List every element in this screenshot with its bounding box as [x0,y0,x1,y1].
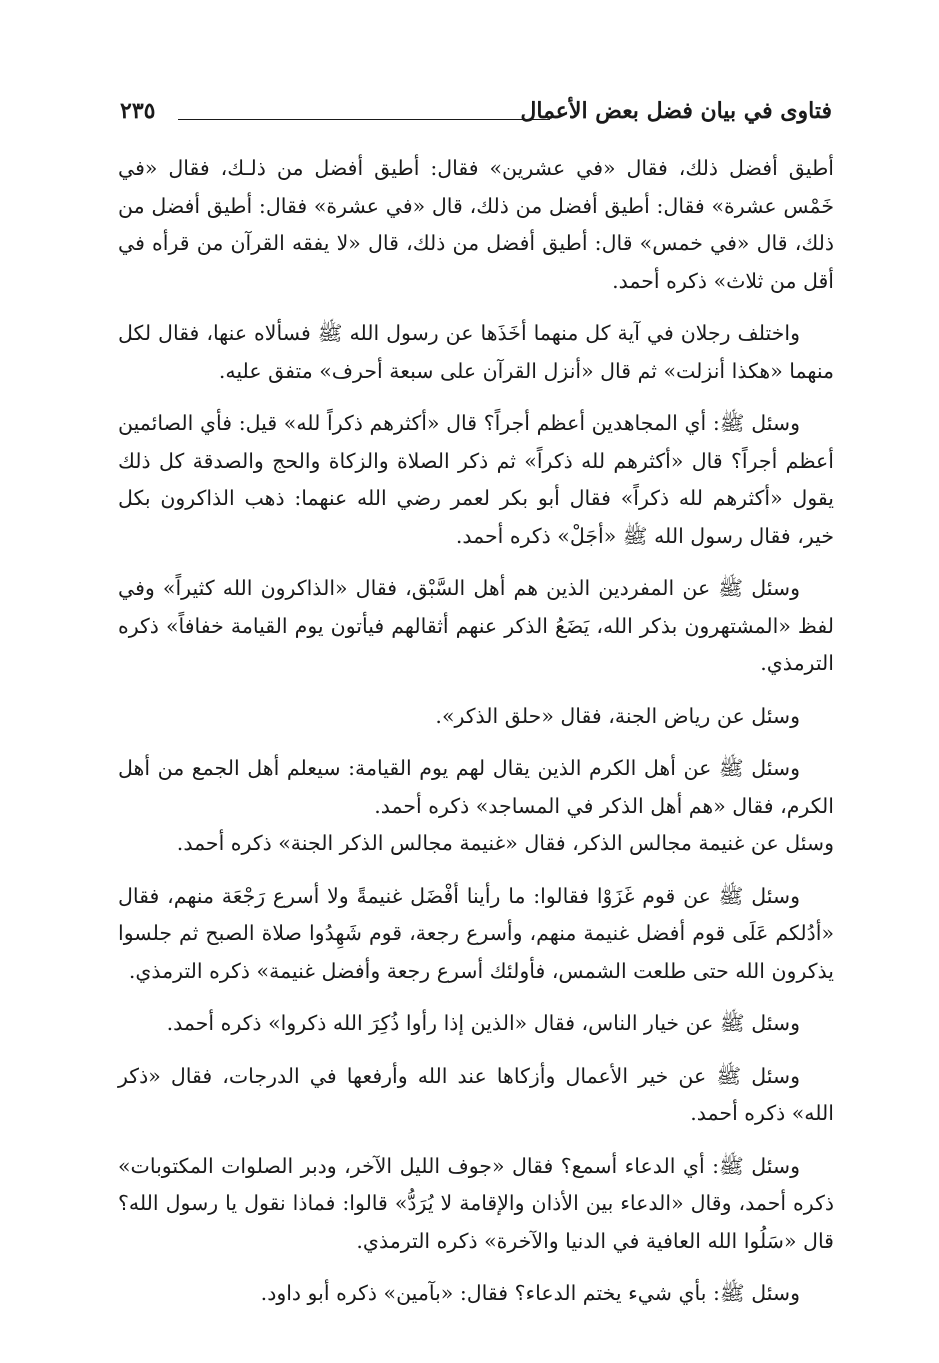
page-header [120,92,832,132]
paragraph-most-heard-supplication: وسئل ﷺ: أي الدعاء أسمع؟ فقال «جوف الليل الآخر، ودبر الصلوات المكتوبات» ذكره أحمد، وقال «الدعاء بين الأذان والإقامة لا يُرَدُّ» قالوا: فماذا نقول يا رسول الله؟ قال «سَلُوا الله العافية في الدنيا والآخرة» ذكره الترمذي. [118,1153,834,1253]
paragraph-two-men-verse: واختلف رجلان في آية كل منهما أخَذَها عن رسول الله ﷺ فسألاه عنها، فقال لكل منهما «هكذا أنزلت» ثم قال «أنزل القرآن على سبعة أحرف» متفق عليه. [118,321,834,383]
body-text [118,150,834,1328]
paragraph-spoils-of-dhikr: وسئل عن غنيمة مجالس الذكر، فقال «غنيمة مجالس الذكر الجنة» ذكره أحمد. [176,831,834,855]
paragraph-people-of-generosity: وسئل ﷺ عن أهل الكرم الذين يقال لهم يوم القيامة: سيعلم أهل الجمع من أهل الكرم، فقال «هم أهل الذكر في المساجد» ذكره أحمد. [118,756,834,818]
running-title: فتاوى في بيان فضل بعض الأعمال [520,98,832,124]
header-rule [178,119,550,120]
paragraph-raiding-party: وسئل ﷺ عن قوم غَزَوْا فقالوا: ما رأينا أفْضَل غنيمةً ولا أسرع رَجْعَة منهم، فقال «أدُلكم عَلَى قوم أفضل غنيمة منهم، وأسرع رجعة، قوم شَهِدُوا صلاة الصبح ثم جلسوا يذكرون الله حتى طلعت الشمس، فأولئك أسرع رجعة وأفضل غنيمة» ذكره الترمذي. [118,883,834,983]
paragraph-best-of-people: وسئل ﷺ عن خيار الناس، فقال «الذين إذا رأوا ذُكِرَ الله ذكروا» ذكره أحمد. [166,1011,800,1035]
paragraph-ending-supplication: وسئل ﷺ: بأي شيء يختم الدعاء؟ فقال: «بآمين» ذكره أبو داود. [260,1281,800,1305]
paragraph-gardens-of-paradise: وسئل عن رياض الجنة، فقال «حلق الذكر». [435,703,800,728]
paragraph-best-of-deeds: وسئل ﷺ عن خير الأعمال وأزكاها عند الله وأرفعها في الدرجات، فقال «ذكر الله» ذكره أحمد. [118,1063,834,1125]
paragraph-mufarridun: وسئل ﷺ عن المفردين الذين هم أهل السَّبْق، فقال «الذاكرون الله كثيراً» وفي لفظ «المشتهرون بذكر الله، يَضَعُ الذكر عنهم أثقالهم فيأتون يوم القيامة خفافاً» ذكره الترمذي. [118,576,834,675]
paragraph-continuation: أطيق أفضل ذلك، فقال «في عشرين» فقال: أطيق أفضل من ذلـك، فقال «في خَمْس عشرة» فقال: أطيق أفضل من ذلك، قال «في عشرة» فقال: أطيق أفضل من ذلك، قال «في خمس» قال: أطيق أفضل من ذلك، قال «لا يفقه القرآن من قرأه في أقل من ثلاث» ذكره أحمد. [118,156,834,293]
paragraph-mujahideen: وسئل ﷺ: أي المجاهدين أعظم أجراً؟ قال «أكثرهم ذكراً لله» قيل: فأي الصائمين أعظم أجراً؟ قال «أكثرهم لله ذكراً» ثم ذكر الصلاة والزكاة والحج والصدقة كل ذلك يقول «أكثرهم لله ذكراً» فقال أبو بكر لعمر رضي الله عنهما: ذهب الذاكرون بكل خير، فقال رسول الله ﷺ «أجَلْ» ذكره أحمد. [118,411,834,548]
page-number: ٢٣٥ [120,98,156,124]
